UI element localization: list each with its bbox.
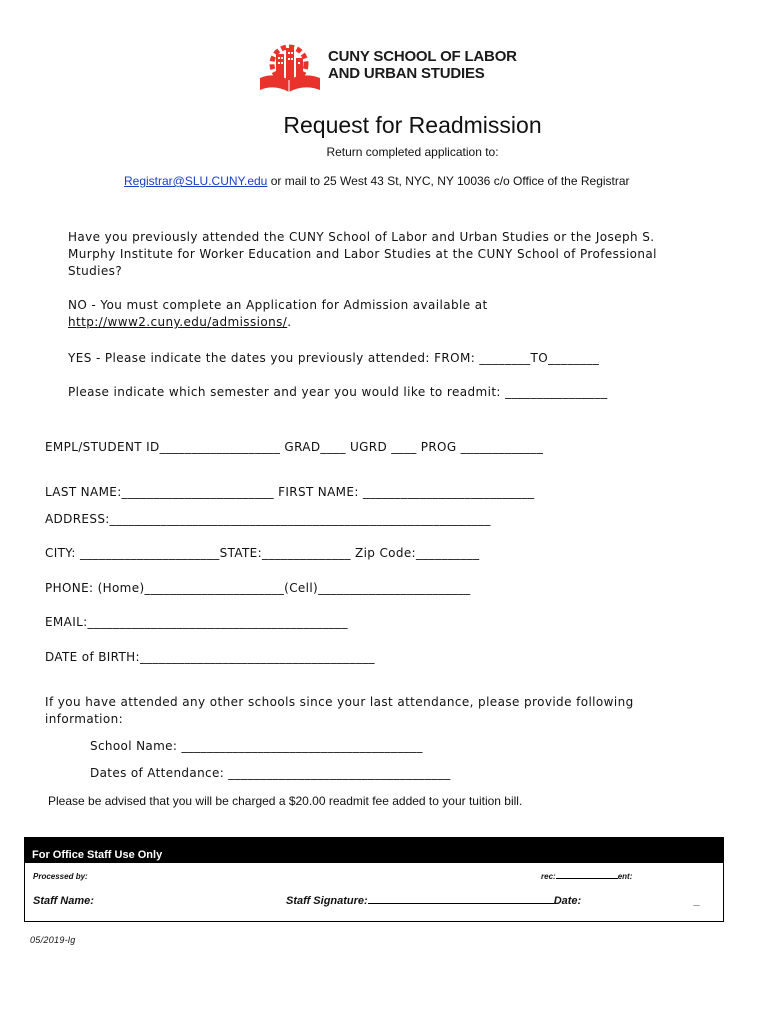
ent-label: ent: xyxy=(617,872,633,881)
logo-line-2: AND URBAN STUDIES xyxy=(328,65,485,82)
question-line-1: Have you previously attended the CUNY School of Labor and Urban Studies or the Joseph S. xyxy=(68,230,655,244)
form-version-code: 05/2019-lg xyxy=(30,935,76,945)
rec-label: rec: xyxy=(541,872,556,881)
processed-by-label: Processed by: xyxy=(33,872,88,881)
question-line-2: Murphy Institute for Worker Education and Labor Studies at the CUNY School of Professional xyxy=(68,247,657,261)
staff-signature-line xyxy=(368,903,554,904)
rec-ent-field[interactable] xyxy=(541,872,632,881)
other-schools-line-2: information: xyxy=(45,712,124,726)
other-schools-intro xyxy=(45,694,634,728)
school-name-logo-text xyxy=(328,48,517,82)
admissions-link[interactable]: http://www2.cuny.edu/admissions/ xyxy=(68,315,288,329)
date-label: Date: xyxy=(553,895,582,907)
mail-instructions xyxy=(124,174,630,188)
school-emblem-icon xyxy=(256,44,326,94)
email-field[interactable]: EMAIL:_________________________________________ xyxy=(45,615,348,629)
yes-dates-field[interactable]: YES - Please indicate the dates you previously attended: FROM: ________TO________ xyxy=(68,351,600,365)
other-schools-line-1: If you have attended any other schools since your last attendance, please provide following xyxy=(45,695,634,709)
mail-address-text: or mail to 25 West 43 St, NYC, NY 10036 c/o Office of the Registrar xyxy=(267,174,630,188)
return-instructions: Return completed application to: xyxy=(326,145,499,159)
dates-of-attendance-field[interactable]: Dates of Attendance: ___________________________________ xyxy=(90,766,451,780)
city-state-zip-field[interactable]: CITY: ______________________STATE:______________ Zip Code:__________ xyxy=(45,546,480,560)
readmit-semester-field[interactable]: Please indicate which semester and year you would like to readmit: ________________ xyxy=(68,385,608,399)
date-of-birth-field[interactable]: DATE of BIRTH:_____________________________________ xyxy=(45,650,375,664)
address-field[interactable]: ADDRESS:____________________________________________________________ xyxy=(45,512,491,526)
no-answer-block xyxy=(68,297,488,331)
staff-signature-field[interactable] xyxy=(286,895,581,907)
fee-notice: Please be advised that you will be charged a $20.00 readmit fee added to your tuition bill. xyxy=(48,794,523,808)
office-use-header: For Office Staff Use Only xyxy=(24,837,724,863)
staff-signature-label: Staff Signature: xyxy=(286,895,368,907)
staff-name-label: Staff Name: xyxy=(33,895,94,907)
name-field[interactable]: LAST NAME:________________________ FIRST NAME: ___________________________ xyxy=(45,485,535,499)
no-answer-text: NO - You must complete an Application for Admission available at xyxy=(68,298,488,312)
question-line-3: Studies? xyxy=(68,264,123,278)
rec-line xyxy=(556,878,618,879)
logo-line-1: CUNY SCHOOL OF LABOR xyxy=(328,48,517,65)
page-title: Request for Readmission xyxy=(283,112,542,138)
school-logo xyxy=(256,44,518,94)
previous-attendance-question xyxy=(68,229,657,280)
phone-field[interactable]: PHONE: (Home)______________________(Cell)________________________ xyxy=(45,581,471,595)
registrar-email-link[interactable]: Registrar@SLU.CUNY.edu xyxy=(124,174,268,188)
admissions-link-suffix: . xyxy=(287,315,292,329)
date-field-end[interactable]: _ xyxy=(694,895,701,907)
school-name-field[interactable]: School Name: ______________________________________ xyxy=(90,739,423,753)
student-id-program-field[interactable]: EMPL/STUDENT ID___________________ GRAD____ UGRD ____ PROG _____________ xyxy=(45,440,544,454)
office-use-section xyxy=(24,837,724,921)
